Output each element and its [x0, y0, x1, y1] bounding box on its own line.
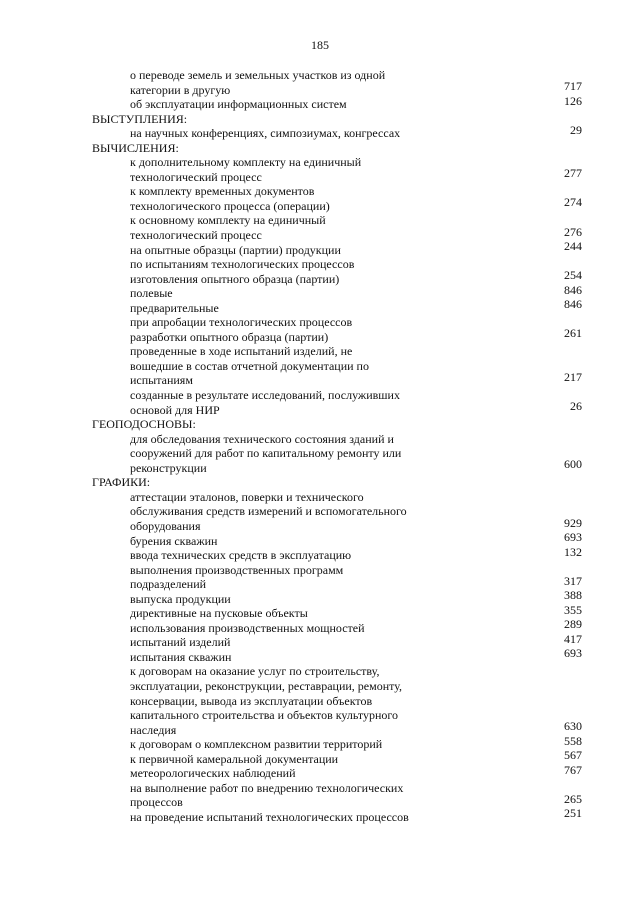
page-reference: 277	[564, 166, 582, 181]
entry-text: технологический процесс	[130, 228, 262, 243]
entry-text: о переводе земель и земельных участков из одной	[130, 68, 386, 82]
entry-text: сооружений для работ по капитальному ремонту или	[130, 446, 402, 461]
index-entry	[90, 544, 590, 563]
index-entry	[90, 617, 590, 636]
entry-text: к комплекту временных документов	[130, 184, 315, 199]
page-reference: 693	[564, 646, 582, 661]
entry-text: изготовления опытного образца (партии)	[130, 271, 340, 286]
entry-text: технологического процесса (операции)	[130, 198, 330, 213]
entry-text: предварительные	[130, 300, 219, 315]
index-entry	[90, 748, 590, 767]
page-reference: 558	[564, 733, 582, 748]
index-heading	[90, 141, 590, 156]
entry-text: капитального строительства и объектов культурного	[130, 708, 399, 723]
page-reference: 388	[564, 588, 582, 603]
entry-text: метеорологических наблюдений	[130, 766, 296, 781]
page-reference: 630	[564, 719, 582, 734]
index-entry	[90, 68, 590, 97]
index-list	[90, 68, 590, 824]
entry-text: на проведение испытаний технологических процессов	[130, 809, 409, 824]
entry-text: директивные на пусковые объекты	[130, 606, 308, 621]
entry-text: реконструкции	[130, 460, 207, 475]
index-entry	[90, 213, 590, 242]
entry-text: эксплуатации, реконструкции, реставрации, ремонту,	[130, 678, 403, 693]
page-reference: 846	[564, 282, 582, 297]
entry-text: при апробации технологических процессов	[130, 315, 353, 330]
entry-text: выпуска продукции	[130, 591, 231, 606]
page-reference: 217	[564, 370, 582, 385]
entry-text: к договорам о комплексном развитии территорий	[130, 737, 383, 752]
index-entry	[90, 490, 590, 534]
page-reference: 767	[564, 762, 582, 777]
index-entry	[90, 184, 590, 213]
entry-text: категории в другую	[130, 82, 231, 97]
index-entry	[90, 297, 590, 316]
index-entry	[90, 239, 590, 258]
entry-text: разработки опытного образца (партии)	[130, 329, 329, 344]
entry-text: испытания скважин	[130, 649, 232, 664]
index-heading	[90, 112, 590, 127]
page-reference: 276	[564, 224, 582, 239]
entry-text: подразделений	[130, 577, 207, 592]
heading-text: ГРАФИКИ:	[92, 475, 151, 490]
index-entry	[90, 122, 590, 141]
page-reference: 126	[564, 93, 582, 108]
entry-text: вошедшие в состав отчетной документации по	[130, 358, 369, 373]
index-heading	[90, 417, 590, 432]
index-entry	[90, 664, 590, 737]
entry-text: к первичной камеральной документации	[130, 751, 339, 766]
entry-text: испытаниям	[130, 373, 193, 388]
index-entry	[90, 781, 590, 810]
page-reference: 846	[564, 297, 582, 312]
index-entry	[90, 762, 590, 781]
entry-text: обслуживания средств измерений и вспомогательного	[130, 504, 407, 519]
index-entry	[90, 282, 590, 301]
page-reference: 600	[564, 457, 582, 472]
page-reference: 929	[564, 515, 582, 530]
page-reference: 693	[564, 530, 582, 545]
index-entry	[90, 563, 590, 592]
index-entry	[90, 315, 590, 344]
entry-text: основой для НИР	[130, 402, 220, 417]
entry-text: проведенные в ходе испытаний изделий, не	[130, 344, 353, 359]
entry-text: для обследования технического состояния зданий и	[130, 431, 394, 446]
index-entry	[90, 257, 590, 286]
entry-text: ввода технических средств в эксплуатацию	[130, 548, 352, 563]
entry-text: к основному комплекту на единичный	[130, 213, 326, 228]
index-heading	[90, 475, 590, 490]
entry-text: на опытные образцы (партии) продукции	[130, 242, 341, 257]
entry-text: консервации, вывода из эксплуатации объектов	[130, 693, 373, 708]
page-reference: 317	[564, 573, 582, 588]
page-reference: 274	[564, 195, 582, 210]
page-number: 185	[311, 38, 329, 52]
index-entry	[90, 155, 590, 184]
page-reference: 251	[564, 806, 582, 821]
entry-text: испытаний изделий	[130, 635, 231, 650]
page-reference: 417	[564, 631, 582, 646]
entry-text: оборудования	[130, 518, 201, 533]
page-reference: 289	[564, 617, 582, 632]
entry-text: к договорам на оказание услуг по строительству,	[130, 664, 380, 679]
entry-text: бурения скважин	[130, 533, 218, 548]
entry-text: технологический процесс	[130, 169, 262, 184]
index-entry	[90, 388, 590, 417]
page-reference: 355	[564, 602, 582, 617]
page-reference: 132	[564, 544, 582, 559]
index-entry	[90, 646, 590, 665]
entry-text: процессов	[130, 795, 183, 810]
page-reference: 717	[564, 79, 582, 94]
index-entry	[90, 602, 590, 621]
index-entry	[90, 588, 590, 607]
entry-text: аттестации эталонов, поверки и технического	[130, 489, 364, 504]
index-entry	[90, 93, 590, 112]
page-reference: 567	[564, 748, 582, 763]
entry-text: по испытаниям технологических процессов	[130, 257, 355, 272]
page-reference: 261	[564, 326, 582, 341]
page-reference: 29	[570, 122, 582, 137]
entry-text: об эксплуатации информационных систем	[130, 97, 347, 112]
entry-text: выполнения производственных программ	[130, 562, 344, 577]
index-entry	[90, 530, 590, 549]
index-entry	[90, 806, 590, 825]
entry-text: на научных конференциях, симпозиумах, конгрессах	[130, 126, 401, 141]
entry-text: наследия	[130, 722, 177, 737]
entry-text: полевые	[130, 286, 173, 301]
entry-text: к дополнительному комплекту на единичный	[130, 155, 362, 170]
heading-text: ГЕОПОДОСНОВЫ:	[92, 417, 196, 432]
index-entry	[90, 733, 590, 752]
page-reference: 265	[564, 791, 582, 806]
heading-text: ВЫЧИСЛЕНИЯ:	[92, 140, 179, 155]
page-reference: 244	[564, 239, 582, 254]
entry-text: на выполнение работ по внедрению технологических	[130, 780, 404, 795]
page-reference: 26	[570, 399, 582, 414]
heading-text: ВЫСТУПЛЕНИЯ:	[92, 111, 188, 126]
index-entry	[90, 432, 590, 476]
entry-text: созданные в результате исследований, послуживших	[130, 388, 400, 403]
index-entry	[90, 344, 590, 388]
index-entry	[90, 631, 590, 650]
entry-text: использования производственных мощностей	[130, 620, 365, 635]
page-reference: 254	[564, 268, 582, 283]
